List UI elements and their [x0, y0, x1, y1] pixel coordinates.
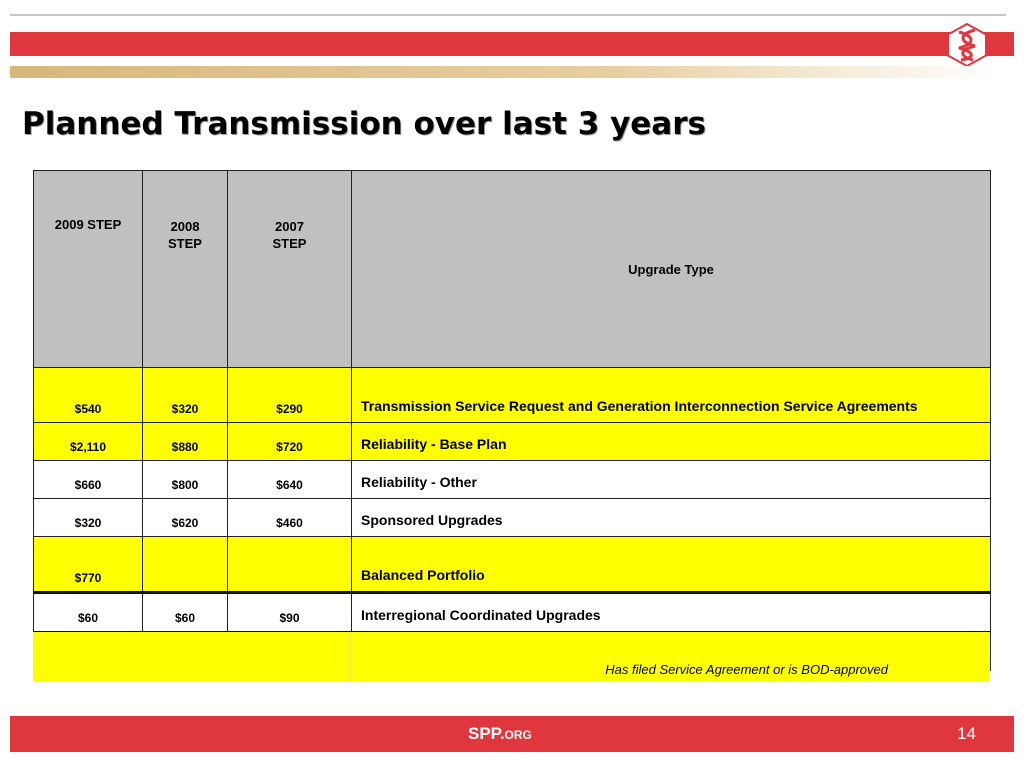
footer-band	[10, 716, 1014, 752]
table-row	[34, 423, 991, 461]
cell-2008	[143, 537, 228, 593]
cell-2009: $540	[34, 368, 143, 423]
header-gold-band	[10, 66, 1000, 78]
cell-2007: $460	[228, 499, 352, 537]
page-number: 14	[957, 724, 976, 743]
highlight-legend	[33, 632, 990, 682]
header-2009-step: 2009 STEP	[34, 171, 143, 368]
header-upgrade-type: Upgrade Type	[352, 171, 991, 368]
cell-2009: $320	[34, 499, 143, 537]
cell-2007: $290	[228, 368, 352, 423]
slide-title: Planned Transmission over last 3 years	[22, 106, 706, 142]
legend-divider	[350, 632, 351, 682]
header-2008-step: 2008 STEP	[143, 171, 228, 368]
cell-upgrade-type: Reliability - Other	[352, 461, 991, 499]
cell-upgrade-type: Balanced Portfolio	[352, 537, 991, 593]
cell-2008: $620	[143, 499, 228, 537]
transmission-table	[33, 170, 991, 671]
header-2007-step: 2007 STEP	[228, 171, 352, 368]
cell-2009: $660	[34, 461, 143, 499]
table-row	[34, 368, 991, 423]
cell-upgrade-type: Interregional Coordinated Upgrades	[352, 593, 991, 633]
cell-2009: $60	[34, 593, 143, 633]
cell-2009: $2,110	[34, 423, 143, 461]
legend-text: Has filed Service Agreement or is BOD-approved	[605, 662, 888, 677]
cell-upgrade-type: Reliability - Base Plan	[352, 423, 991, 461]
top-rule	[10, 14, 1006, 16]
cell-2007	[228, 537, 352, 593]
table-header-row	[34, 171, 991, 368]
table-row	[34, 499, 991, 537]
cell-2007: $90	[228, 593, 352, 633]
cell-2009: $770	[34, 537, 143, 593]
table-row	[34, 461, 991, 499]
header-band	[10, 32, 1014, 56]
cell-upgrade-type: Sponsored Upgrades	[352, 499, 991, 537]
table-row	[34, 537, 991, 593]
cell-2007: $640	[228, 461, 352, 499]
cell-2008: $800	[143, 461, 228, 499]
cell-2007: $720	[228, 423, 352, 461]
cell-2008: $320	[143, 368, 228, 423]
table-row	[34, 593, 991, 633]
cell-2008: $880	[143, 423, 228, 461]
cell-upgrade-type: Transmission Service Request and Generation Interconnection Service Agreements	[352, 368, 991, 423]
cell-2008: $60	[143, 593, 228, 633]
footer-site-link[interactable]: SPP.org	[468, 724, 532, 743]
spp-hexagon-logo-icon	[944, 22, 990, 68]
